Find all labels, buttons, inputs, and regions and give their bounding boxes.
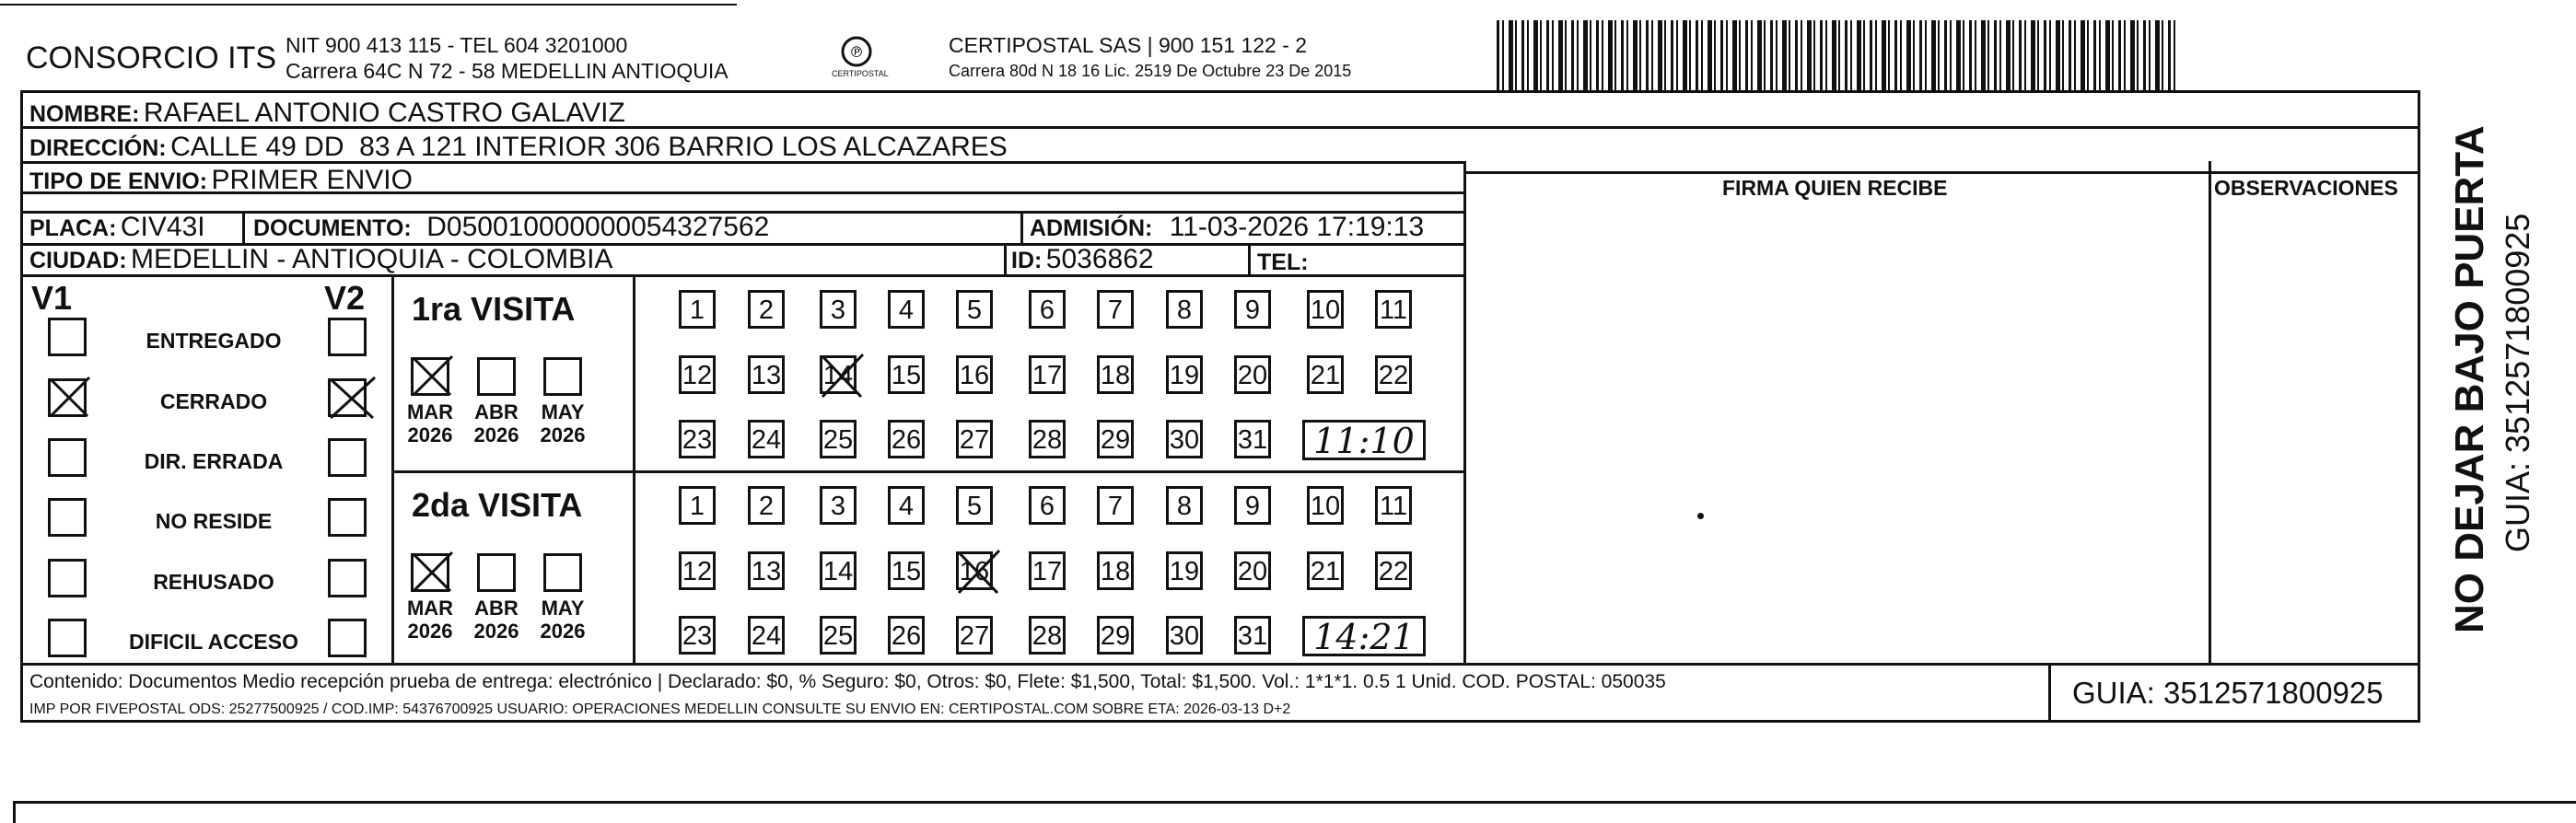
status-v2-checkbox[interactable] [328,619,367,657]
day-box[interactable]: 10 [1307,486,1344,525]
day-box[interactable]: 29 [1097,420,1134,458]
status-label: NO RESIDE [155,509,273,533]
month-checkbox[interactable] [477,357,516,396]
day-box[interactable]: 22 [1375,551,1412,590]
day-box[interactable]: 7 [1097,486,1134,525]
month-name: ABR [474,400,519,423]
day-box[interactable]: 30 [1166,420,1203,458]
day-box[interactable]: 25 [820,616,857,655]
day-box[interactable]: 5 [956,290,993,329]
day-box[interactable]: 11 [1375,290,1412,329]
day-box[interactable]: 31 [1234,420,1271,458]
month-name: ABR [474,597,519,620]
day-box[interactable]: 10 [1307,290,1344,329]
day-box[interactable]: 12 [679,355,716,394]
month-checkbox[interactable] [411,553,449,592]
id-value: 5036862 [1045,244,1154,274]
day-box[interactable]: 3 [820,290,857,329]
day-box[interactable]: 1 [679,486,716,525]
month-checkbox[interactable] [411,357,449,396]
month-label [402,400,458,446]
placa-row [29,214,205,241]
day-box[interactable]: 29 [1097,616,1134,655]
status-v1-checkbox[interactable] [48,318,87,356]
carrier-line2: Carrera 80d N 18 16 Lic. 2519 De Octubre 23 De 2015 [949,62,1352,80]
day-box[interactable]: 9 [1234,290,1271,329]
firma-header: FIRMA QUIEN RECIBE [1722,176,1948,200]
ink-dot [1697,513,1704,519]
day-box[interactable]: 16 [956,355,993,394]
day-box[interactable]: 16 [956,551,993,590]
day-box[interactable]: 18 [1097,355,1134,394]
logo-text: CERTIPOSTAL [832,69,889,78]
status-v2-checkbox[interactable] [328,498,367,537]
carrier-line1: CERTIPOSTAL SAS | 900 151 122 - 2 [949,33,1308,57]
status-label: REHUSADO [153,570,274,594]
day-box[interactable]: 9 [1234,486,1271,525]
month-checkbox[interactable] [477,553,516,592]
day-box[interactable]: 3 [820,486,857,525]
day-box[interactable]: 14 [820,551,857,590]
day-box[interactable]: 19 [1166,551,1203,590]
bottom-envelope-left [13,801,16,823]
day-box[interactable]: 8 [1166,290,1203,329]
month-label [469,400,524,446]
day-box[interactable]: 2 [748,486,785,525]
status-v2-checkbox[interactable] [328,559,367,597]
month-year: 2026 [473,620,519,643]
admision-value: 11-03-2026 17:19:13 [1169,212,1425,242]
day-box[interactable]: 13 [748,551,785,590]
observaciones-header: OBSERVACIONES [2214,176,2398,200]
day-box[interactable]: 21 [1307,355,1344,394]
ciudad-row [29,246,612,273]
day-box[interactable]: 11 [1375,486,1412,525]
day-box[interactable]: 25 [820,420,857,458]
bottom-envelope-line [13,801,2576,804]
tipo-row [29,167,413,194]
status-v2-checkbox[interactable] [328,438,367,477]
documento-label: DOCUMENTO: [253,215,412,241]
status-v1-checkbox[interactable] [48,378,87,417]
month-checkbox[interactable] [543,357,582,396]
day-box[interactable]: 23 [679,616,716,655]
side-warning: NO DEJAR BAJO PUERTA [2447,125,2492,633]
placa-label: PLACA: [29,215,117,241]
ciudad-label: CIUDAD: [29,248,127,273]
tel-label: TEL: [1257,249,1309,275]
month-year: 2026 [407,423,453,446]
footer-print-line: IMP POR FIVEPOSTAL ODS: 25277500925 / COD.IMP: 54376700925 USUARIO: OPERACIONES MEDELLIN CONSULTE SU ENVIO EN: CERTIPOSTAL.COM SOBRE ETA: 2026-03-13 D+2 [29,701,1291,717]
side-guia: GUIA: 3512571800925 [2499,213,2536,552]
month-name: MAY [541,400,585,423]
day-box[interactable]: 12 [679,551,716,590]
sender-name: CONSORCIO ITS [26,41,277,75]
direccion-value: CALLE 49 DD 83 A 121 INTERIOR 306 BARRIO LOS ALCAZARES [170,132,1008,162]
day-box[interactable]: 21 [1307,551,1344,590]
day-box[interactable]: 2 [748,290,785,329]
documento-value: D050010000000054327562 [426,212,770,242]
id-label: ID: [1011,248,1043,273]
visit-time-box[interactable]: 14:21 [1302,616,1426,656]
day-box[interactable]: 18 [1097,551,1134,590]
day-box[interactable]: 6 [1029,290,1066,329]
day-box[interactable]: 15 [888,551,925,590]
day-box[interactable]: 31 [1234,616,1271,655]
day-box[interactable]: 20 [1234,551,1271,590]
direccion-row [29,133,1008,161]
visit-time-box[interactable]: 11:10 [1302,420,1426,460]
day-box[interactable]: 26 [888,420,925,458]
day-box[interactable]: 19 [1166,355,1203,394]
footer-content-line: Contenido: Documentos Medio recepción prueba de entrega: electrónico | Declarado: $0, % Seguro: $0, Otros: $0, Flete: $1,500, Total: $1,500. Vol.: 1*1*1. 0.5 1 Unid. COD. POSTAL: 050035 [29,671,1666,692]
day-box[interactable]: 24 [748,420,785,458]
footer-guia: GUIA: 3512571800925 [2072,676,2384,710]
id-row [1011,246,1154,273]
visit-title: 1ra VISITA [412,290,576,328]
day-box[interactable]: 5 [956,486,993,525]
month-checkbox[interactable] [543,553,582,592]
status-v1-checkbox[interactable] [48,559,87,597]
day-box[interactable]: 30 [1166,616,1203,655]
firma-area[interactable] [1469,198,2204,658]
status-v1-checkbox[interactable] [48,619,87,657]
day-box[interactable]: 23 [679,420,716,458]
nombre-row [29,99,625,127]
placa-value: CIV43I [120,212,205,242]
day-box[interactable]: 24 [748,616,785,655]
day-box[interactable]: 17 [1029,355,1066,394]
observaciones-area[interactable] [2214,198,2415,658]
v1-label: V1 [31,279,73,317]
svg-text:℗: ℗ [849,43,864,61]
admision-label: ADMISIÓN: [1030,215,1153,241]
status-v1-checkbox[interactable] [48,498,87,537]
tipo-label: TIPO DE ENVIO: [29,168,208,194]
day-box[interactable]: 7 [1097,290,1134,329]
status-label: CERRADO [159,389,268,413]
month-year: 2026 [540,620,586,643]
month-name: MAR [406,400,454,423]
documento-row [253,214,769,241]
tel-row [1257,248,1309,275]
day-box[interactable]: 13 [748,355,785,394]
admision-row [1030,214,1424,241]
month-label [469,597,524,643]
day-box[interactable]: 26 [888,616,925,655]
visit-title: 2da VISITA [412,486,583,524]
month-year: 2026 [540,423,586,446]
day-box[interactable]: 6 [1029,486,1066,525]
day-box[interactable]: 4 [888,290,925,329]
status-v2-checkbox[interactable] [328,378,367,417]
day-box[interactable]: 28 [1029,420,1066,458]
month-name: MAR [406,597,454,620]
barcode [1497,20,2178,90]
month-label [402,597,458,643]
status-v1-checkbox[interactable] [48,438,87,477]
sender-address: Carrera 64C N 72 - 58 MEDELLIN ANTIOQUIA [286,59,729,83]
status-label: DIR. ERRADA [144,449,284,473]
nombre-value: RAFAEL ANTONIO CASTRO GALAVIZ [143,98,625,128]
sender-nit: NIT 900 413 115 - TEL 604 3201000 [286,33,628,57]
direccion-label: DIRECCIÓN: [29,135,167,161]
day-box[interactable]: 1 [679,290,716,329]
v2-label: V2 [324,279,366,317]
top-edge-line [0,4,737,6]
month-label [535,597,590,643]
day-box[interactable]: 8 [1166,486,1203,525]
month-name: MAY [541,597,585,620]
month-label [535,400,590,446]
day-box[interactable]: 15 [888,355,925,394]
tipo-value: PRIMER ENVIO [211,165,413,195]
month-year: 2026 [407,620,453,643]
ciudad-value: MEDELLIN - ANTIOQUIA - COLOMBIA [131,244,613,274]
day-box[interactable]: 4 [888,486,925,525]
day-box[interactable]: 20 [1234,355,1271,394]
status-label: ENTREGADO [146,329,282,353]
day-box[interactable]: 22 [1375,355,1412,394]
day-box[interactable]: 14 [820,355,857,394]
month-year: 2026 [473,423,519,446]
status-label: DIFICIL ACCESO [128,630,298,654]
day-box[interactable]: 28 [1029,616,1066,655]
certipostal-logo [824,33,889,88]
day-box[interactable]: 27 [956,616,993,655]
day-box[interactable]: 27 [956,420,993,458]
status-v2-checkbox[interactable] [328,318,367,356]
day-box[interactable]: 17 [1029,551,1066,590]
nombre-label: NOMBRE: [29,101,140,127]
